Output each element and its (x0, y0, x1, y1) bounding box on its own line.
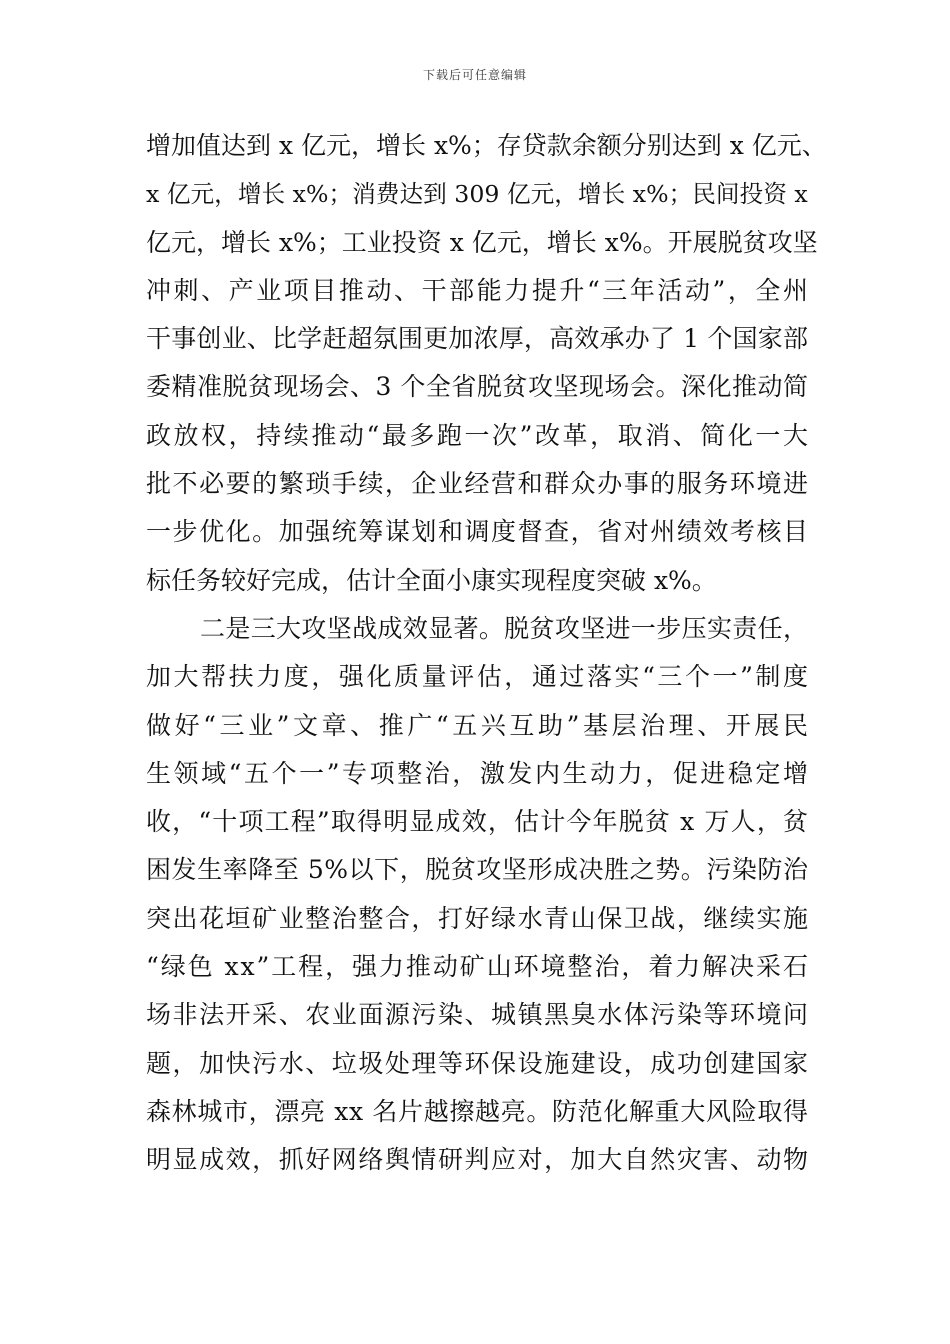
text-line: 二是三大攻坚战成效显著。脱贫攻坚进一步压实责任， (200, 613, 809, 643)
text-line: 冲刺、产业项目推动、干部能力提升“三年活动”，全州 (146, 275, 811, 305)
text-line: 生领域“五个一”专项整治，激发内生动力，促进稳定增 (146, 758, 811, 788)
text-line: x 亿元，增长 x%；消费达到 309 亿元，增长 x%；民间投资 x (146, 180, 808, 209)
text-line: 收，“十项工程”取得明显成效，估计今年脱贫 x 万人，贫 (146, 807, 810, 837)
text-line: 题，加快污水、垃圾处理等环保设施建设，成功创建国家 (146, 1048, 810, 1078)
text-line: 亿元，增长 x%；工业投资 x 亿元，增长 x%。开展脱贫攻坚 (146, 227, 818, 257)
text-line: 做好“三业”文章、推广“五兴互助”基层治理、开展民 (146, 710, 812, 740)
text-line: 困发生率降至 5%以下，脱贫攻坚形成决胜之势。污染防治 (146, 855, 809, 885)
text-line: 委精准脱贫现场会、3 个全省脱贫攻坚现场会。深化推动简 (146, 372, 809, 402)
text-line: 突出花垣矿业整治整合，打好绿水青山保卫战，继续实施 (146, 903, 810, 933)
document-body (146, 122, 827, 1185)
text-line: “绿色 xx”工程，强力推动矿山环境整治，着力解决采石 (146, 952, 810, 982)
text-line: 增加值达到 x 亿元，增长 x%；存贷款余额分别达到 x 亿元、 (146, 131, 827, 160)
text-line: 一步优化。加强统筹谋划和调度督查，省对州绩效考核目 (146, 517, 810, 547)
text-line: 明显成效，抓好网络舆情研判应对，加大自然灾害、动物 (146, 1145, 810, 1175)
page-header: 下载后可任意编辑 (422, 68, 527, 82)
text-line: 干事创业、比学赶超氛围更加浓厚，高效承办了 1 个国家部 (146, 324, 809, 354)
text-line: 标任务较好完成，估计全面小康实现程度突破 x%。 (146, 565, 717, 595)
text-line: 批不必要的繁琐手续，企业经营和群众办事的服务环境进 (146, 469, 810, 499)
text-line: 加大帮扶力度，强化质量评估，通过落实“三个一”制度 (146, 662, 811, 692)
text-line: 场非法开采、农业面源污染、城镇黑臭水体污染等环境问 (146, 1000, 810, 1030)
text-line: 森林城市，漂亮 xx 名片越擦越亮。防范化解重大风险取得 (146, 1096, 809, 1126)
text-line: 政放权，持续推动“最多跑一次”改革，取消、简化一大 (146, 420, 811, 450)
